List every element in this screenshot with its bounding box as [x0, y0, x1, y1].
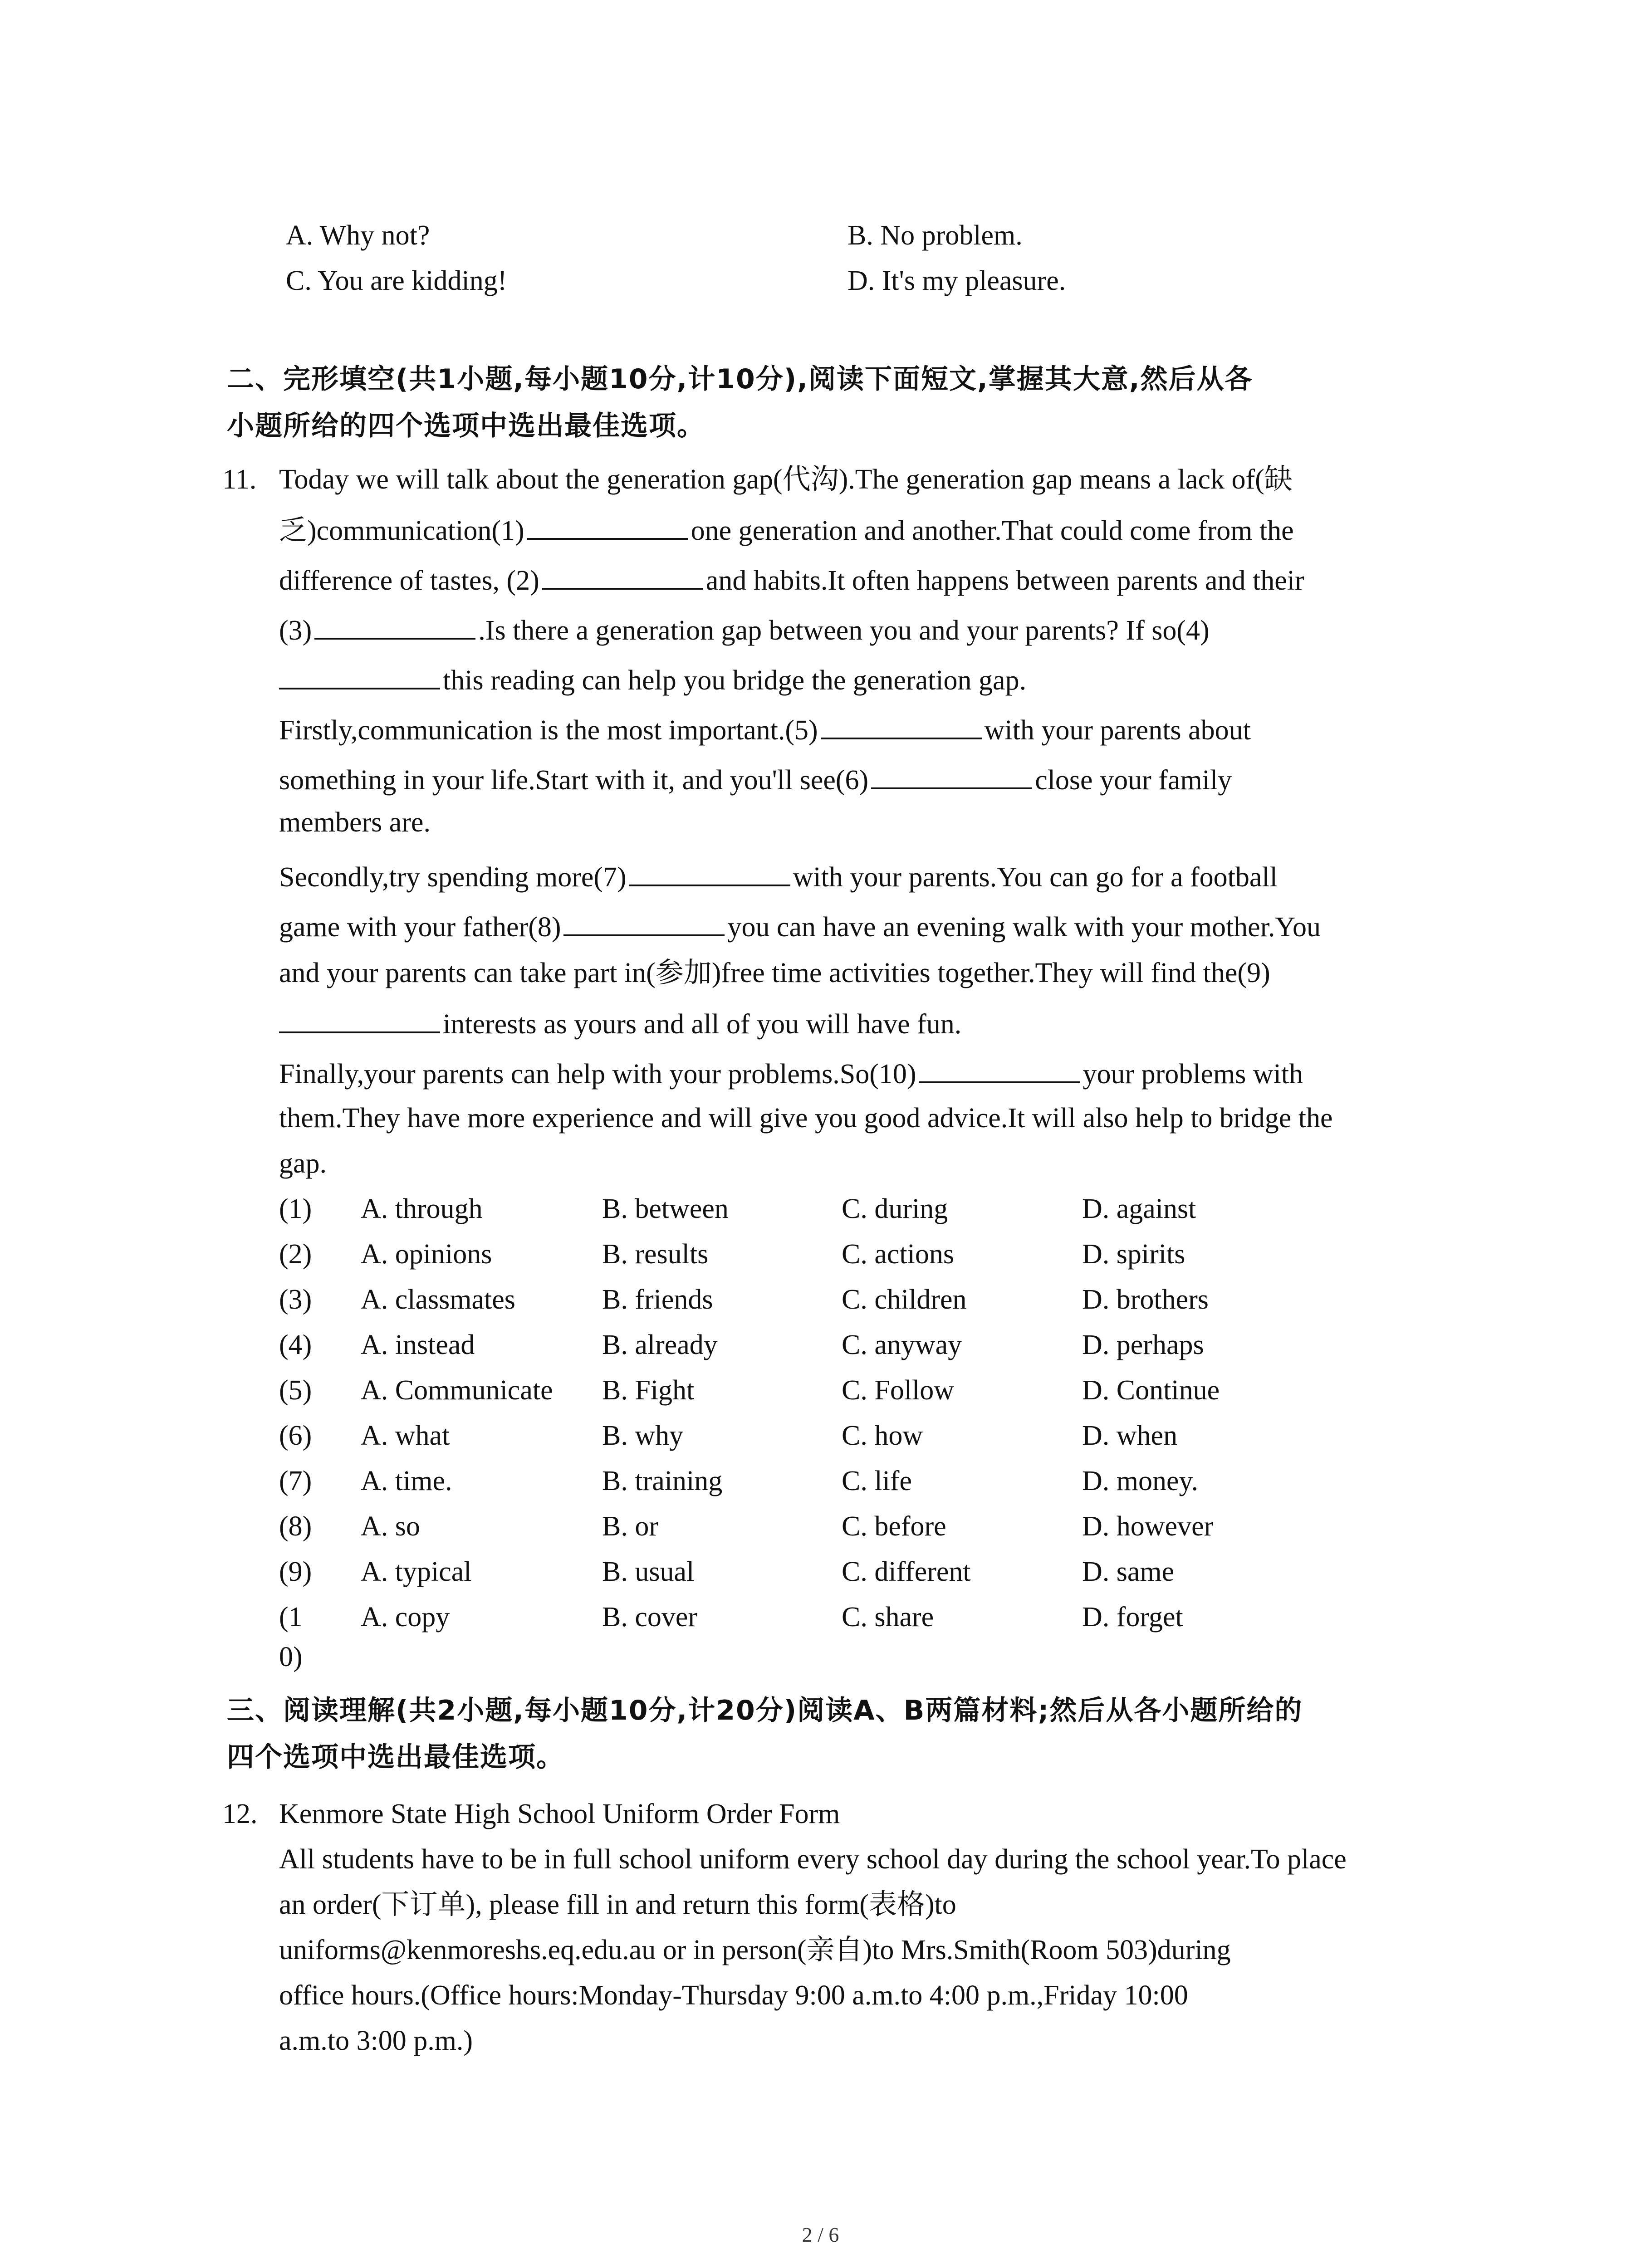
choice-b: B. already [602, 1330, 718, 1360]
choice-b: B. or [602, 1511, 658, 1542]
choice-a: A. instead [361, 1330, 475, 1360]
option-a: A. Why not? [286, 220, 430, 251]
choice-b: B. friends [602, 1284, 713, 1315]
blank-4 [279, 665, 440, 689]
passage-line: (3) .Is there a generation gap between you and your parents? If so(4) [279, 615, 1210, 646]
passage-line: a.m.to 3:00 p.m.) [279, 2025, 473, 2056]
passage-line: game with your father(8) you can have an evening walk with your mother.You [279, 912, 1321, 943]
choice-c: C. actions [842, 1239, 954, 1270]
option-c: C. You are kidding! [286, 265, 507, 296]
choice-d: D. money. [1082, 1466, 1198, 1496]
choice-b: B. training [602, 1466, 723, 1496]
choice-c: C. Follow [842, 1375, 955, 1406]
choice-c: C. children [842, 1284, 967, 1315]
passage-line: this reading can help you bridge the generation gap. [279, 665, 1026, 694]
choice-d: D. against [1082, 1193, 1196, 1224]
choice-c: C. different [842, 1556, 971, 1587]
blank-5 [821, 715, 982, 739]
blank-6 [871, 765, 1032, 789]
blank-8 [563, 912, 725, 936]
blank-7 [629, 862, 790, 886]
passage-line: interests as yours and all of you will have fun. [279, 1009, 961, 1038]
section-3-header [227, 1687, 1452, 1781]
question-11-number: 11. [222, 464, 257, 495]
choice-b: B. cover [602, 1602, 698, 1633]
choice-d: D. brothers [1082, 1284, 1209, 1315]
section-3-line-2: 四个选项中选出最佳选项。 [227, 1741, 564, 1773]
choice-a: A. typical [361, 1556, 472, 1587]
choice-a: A. through [361, 1193, 483, 1224]
choice-a: A. so [361, 1511, 420, 1542]
choice-b: B. usual [602, 1556, 695, 1587]
section-3-line-1: 三、阅读理解(共2小题,每小题10分,计20分)阅读A、B两篇材料;然后从各小题所给的 [227, 1695, 1303, 1726]
choice-a: A. Communicate [361, 1375, 553, 1406]
choice-a: A. time. [361, 1466, 452, 1496]
passage-line: All students have to be in full school uniform every school day during the school year.To place [279, 1844, 1347, 1875]
section-2-header [227, 356, 1452, 450]
choice-d: D. same [1082, 1556, 1175, 1587]
blank-3 [314, 615, 475, 640]
question-12-number: 12. [222, 1799, 258, 1829]
choice-b: B. between [602, 1193, 729, 1224]
blank-2 [542, 565, 703, 590]
passage-line: an order(下订单), please fill in and return this form(表格)to [279, 1889, 956, 1920]
choice-d: D. spirits [1082, 1239, 1185, 1270]
passage-line: and your parents can take part in(参加)free time activities together.They will find the(9) [279, 958, 1270, 988]
choice-a: A. copy [361, 1602, 450, 1633]
passage-line: Today we will talk about the generation gap(代沟).The generation gap means a lack of(缺 [279, 464, 1293, 495]
choice-c: C. during [842, 1193, 948, 1224]
choice-a: A. classmates [361, 1284, 515, 1315]
passage-line: Finally,your parents can help with your problems.So(10) your problems with [279, 1059, 1303, 1090]
page-number: 2 / 6 [802, 2223, 839, 2246]
blank-9 [279, 1009, 440, 1033]
exam-page: A. Why not? B. No problem. C. You are kidding! D. It's my pleasure. 二、完形填空(共1小题,每小题10分,计10分),阅读下面短文,掌握其大意,然后从各 小题所给的四个选项中选出最佳选项。 11. Today we will talk about the generation gap(代沟).The generation gap means a lack of(缺 乏)communication(1) one generation and another.That could come from the difference of tastes, (2) and habits.It often happens between parents and their (3) .Is there a generation gap between you and your parents? If so(4) this reading can help you bridge the generation gap. Firstly,communication is the most important.(5) with your parents about something in your life.Start with it, and you'll see(6) close your family members are. Secondly,try spending more(7) with your parents.You can go for a football game with your father(8) you can have an evening walk with your mother.You and your parents can take part in(参加)free time activities together.They will find the(9) interests as yours and all of you will have fun. Finally,your parents can help with your problems.So(10) your problems with them.They have more experience and will give you good advice.It will also help to bridge the gap. (1) A. through B. between C. during D. against (2) A. opinions B. results C. actions D. spirits (3) A. classmates B. friends C. children D. brothers (4) A. instead B. already C. anyway D. perhaps (5) A. Communicate B. Fight C. Follow D. Continue (6) A. what B. why C. how D. when (7) A. time. B. training C. life D. money. (8) A. so B. or C. before D. however (9) A. typical B. usual C. different D. same (1 A. copy B. cover C. share D. forget 0) 三、阅读理解(共2小题,每小题10分,计20分)阅读A、B两篇材料;然后从各小题所给的 四个选项中选出最佳选项。 12. Kenmore State High School Uniform Order Form All students have to be in full school uniform every school day during the school year.To place an order(下订单), please fill in and return this form(表格)to uniforms@kenmoreshs.eq.edu.au or in person(亲自)to Mrs.Smith(Room 503)during office hours.(Office hours:Monday-Thursday 9:00 a.m.to 4:00 p.m.,Friday 10:00 a.m.to 3:00 p.m.) 2 / 6 [0, 0, 1641, 2268]
choice-d: D. Continue [1082, 1375, 1220, 1406]
passage-line: uniforms@kenmoreshs.eq.edu.au or in person(亲自)to Mrs.Smith(Room 503)during [279, 1935, 1231, 1965]
choice-a: A. what [361, 1420, 450, 1451]
choice-c: C. anyway [842, 1330, 962, 1360]
choice-b: B. why [602, 1420, 684, 1451]
choice-c: C. share [842, 1602, 934, 1633]
passage-line: gap. [279, 1148, 327, 1179]
choice-a: A. opinions [361, 1239, 492, 1270]
choice-c: C. before [842, 1511, 946, 1542]
choice-b: B. Fight [602, 1375, 695, 1406]
choice-d: D. when [1082, 1420, 1178, 1451]
option-d: D. It's my pleasure. [847, 265, 1066, 296]
choice-d: D. forget [1082, 1602, 1183, 1633]
passage-line: Secondly,try spending more(7) with your parents.You can go for a football [279, 862, 1278, 893]
passage-line: them.They have more experience and will give you good advice.It will also help to bridge the [279, 1103, 1333, 1134]
passage-line: difference of tastes, (2) and habits.It often happens between parents and their [279, 565, 1304, 596]
choice-c: C. life [842, 1466, 912, 1496]
choice-b: B. results [602, 1239, 709, 1270]
passage-line: members are. [279, 807, 431, 838]
choice-c: C. how [842, 1420, 923, 1451]
choice-d: D. however [1082, 1511, 1214, 1542]
passage-line: something in your life.Start with it, and you'll see(6) close your family [279, 765, 1232, 796]
blank-10 [919, 1059, 1080, 1083]
passage-line: 乏)communication(1) one generation and another.That could come from the [279, 515, 1294, 546]
form-title: Kenmore State High School Uniform Order Form [279, 1799, 840, 1829]
section-2-line-2: 小题所给的四个选项中选出最佳选项。 [227, 410, 705, 442]
choice-d: D. perhaps [1082, 1330, 1204, 1360]
blank-1 [527, 515, 688, 540]
passage-line: office hours.(Office hours:Monday-Thursday 9:00 a.m.to 4:00 p.m.,Friday 10:00 [279, 1980, 1188, 2011]
section-2-line-1: 二、完形填空(共1小题,每小题10分,计10分),阅读下面短文,掌握其大意,然后从各 [227, 363, 1253, 395]
option-b: B. No problem. [847, 220, 1023, 251]
passage-line: Firstly,communication is the most important.(5) with your parents about [279, 715, 1251, 746]
